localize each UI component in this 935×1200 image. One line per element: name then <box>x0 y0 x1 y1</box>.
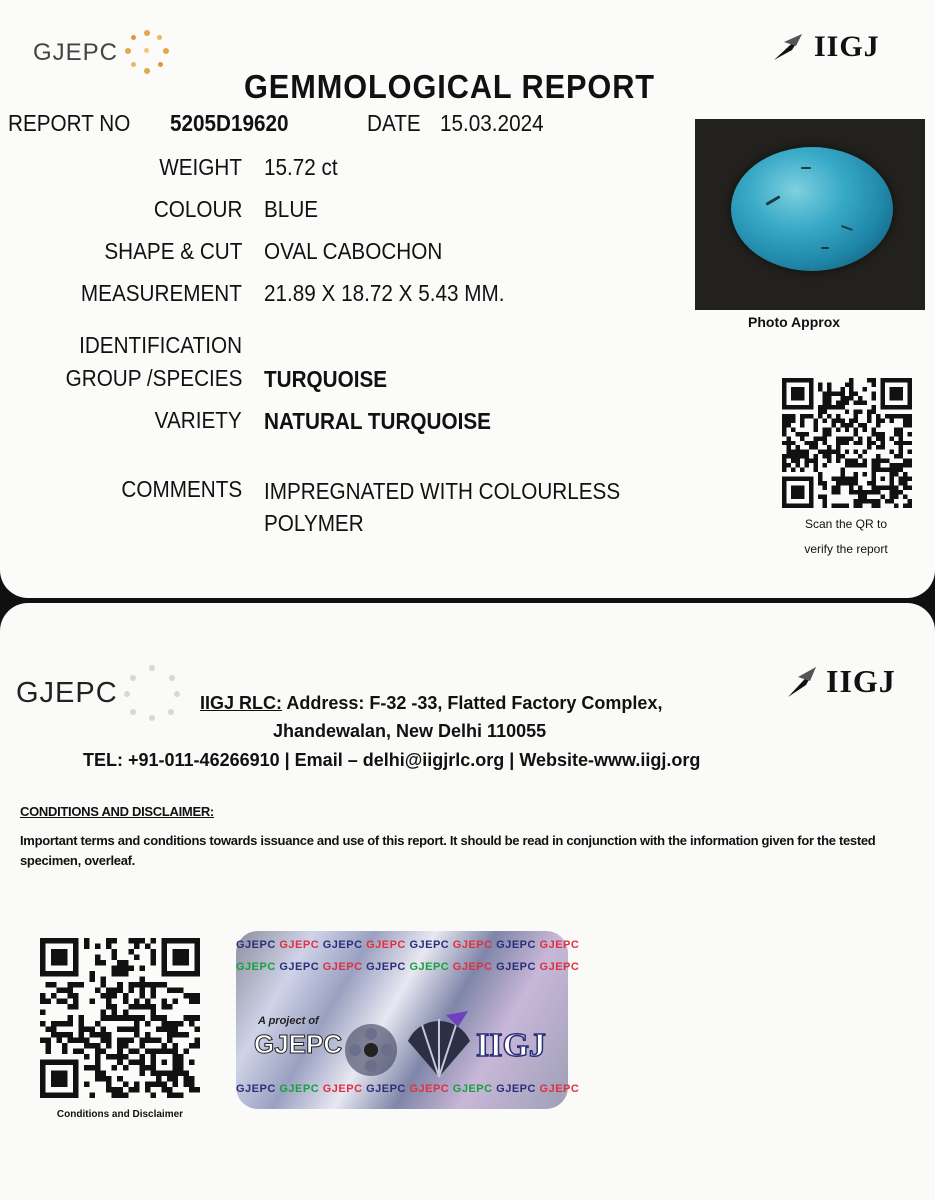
hologram-strip-second: GJEPC GJEPC GJEPC GJEPC GJEPC GJEPC GJEPC GJEPC <box>236 961 580 973</box>
iigj-logo <box>772 30 880 64</box>
address-line-2: Jhandewalan, New Delhi 110055 <box>273 721 547 741</box>
shape-label: SHAPE & CUT <box>103 238 242 264</box>
iigj-logo-back <box>786 663 896 700</box>
colour-label: COLOUR <box>153 196 242 222</box>
qr-caption-line-2: verify the report <box>804 542 888 556</box>
conditions-qr-caption: Conditions and Disclaimer <box>56 1109 184 1120</box>
photo-caption: Photo Approx <box>748 314 841 330</box>
iigj-logo-text: IIGJ <box>814 30 880 63</box>
shape-value: OVAL CABOCHON <box>264 238 443 264</box>
address-text: Address: F-32 -33, Flatted Factory Complex, <box>286 693 663 713</box>
hologram-project-text: A project of <box>258 1015 319 1027</box>
iigj-arrow-icon <box>772 32 806 62</box>
gjepc-logo-back-text: GJEPC <box>16 676 118 709</box>
group-value: TURQUOISE <box>264 366 388 392</box>
report-title: GEMMOLOGICAL REPORT <box>244 68 655 105</box>
variety-value: NATURAL TURQUOISE <box>264 408 491 434</box>
measurement-value: 21.89 X 18.72 X 5.43 MM. <box>264 280 505 306</box>
measurement-label: MEASUREMENT <box>80 280 242 306</box>
address-org: IIGJ RLC: <box>200 693 283 713</box>
gjepc-back-sunburst-icon <box>124 665 180 721</box>
report-no-label: REPORT NO <box>8 110 131 136</box>
report-no-value: 5205D19620 <box>170 110 289 136</box>
gjepc-sunburst-icon <box>124 30 170 76</box>
hologram-strip-top: GJEPC GJEPC GJEPC GJEPC GJEPC GJEPC GJEPC GJEPC <box>236 939 580 951</box>
hologram-fan-icon <box>406 1011 472 1079</box>
weight-label: WEIGHT <box>159 154 242 180</box>
security-hologram <box>236 931 580 1109</box>
verify-qr-code[interactable] <box>782 378 912 508</box>
address-line-1 <box>200 693 662 714</box>
identification-label: IDENTIFICATION <box>79 332 242 358</box>
weight-value: 15.72 ct <box>264 154 338 180</box>
hologram-flower-icon <box>342 1021 400 1079</box>
conditions-title: CONDITIONS AND DISCLAIMER: <box>20 804 214 819</box>
gjepc-logo <box>33 30 170 76</box>
contact-line[interactable]: TEL: +91-011-46266910 | Email – delhi@iigjrlc.org | Website-www.iigj.org <box>83 750 701 770</box>
conditions-qr-code[interactable] <box>40 938 200 1098</box>
comments-line-1: IMPREGNATED WITH COLOURLESS <box>264 478 621 504</box>
turquoise-stone-image <box>731 147 893 271</box>
gjepc-logo-text: GJEPC <box>33 39 119 66</box>
conditions-text: Important terms and conditions towards issuance and use of this report. It should be read in conjunction with the information given for the tested specimen, overleaf. <box>20 833 876 868</box>
report-front-card <box>0 0 935 598</box>
variety-label: VARIETY <box>154 407 242 433</box>
hologram-strip-bottom: GJEPC GJEPC GJEPC GJEPC GJEPC GJEPC GJEPC GJEPC <box>236 1083 580 1095</box>
gemstone-photo <box>695 119 925 310</box>
iigj-back-arrow-icon <box>786 665 820 699</box>
hologram-iigj-text: IIGJ <box>476 1027 546 1064</box>
hologram-gjepc-text: GJEPC <box>254 1029 343 1059</box>
comments-label: COMMENTS <box>121 476 242 502</box>
qr-caption-line-1: Scan the QR to <box>804 517 888 531</box>
group-label: GROUP /SPECIES <box>65 365 242 391</box>
comments-line-2: POLYMER <box>264 510 364 536</box>
date-label: DATE <box>367 110 421 136</box>
iigj-logo-back-text: IIGJ <box>826 663 896 699</box>
colour-value: BLUE <box>264 196 319 222</box>
report-back-card <box>0 603 935 1200</box>
gjepc-logo-back <box>16 665 180 721</box>
date-value: 15.03.2024 <box>440 110 544 136</box>
